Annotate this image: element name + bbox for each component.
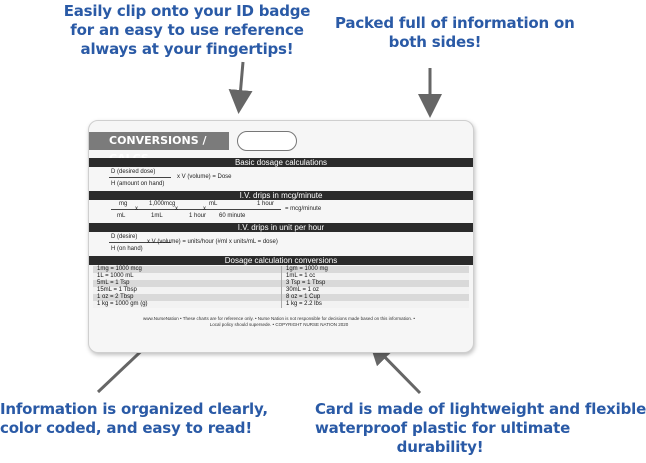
conversion-right: 3 Tsp = 1 Tbsp [281, 280, 469, 287]
callout-line: waterproof plastic for ultimate [315, 419, 571, 437]
iv-mcg-bottom-4: 60 minute [219, 213, 246, 219]
section-basic-title: Basic dosage calculations [89, 158, 473, 167]
callout-line: Card is made of lightweight and flexible [315, 400, 646, 418]
conversion-right: 30mL = 1 oz [281, 287, 469, 294]
conversion-left: 1mg = 1000 mcg [97, 266, 142, 272]
conversion-right: 1gm = 1000 mg [281, 266, 469, 273]
iv-mcg-top-4: 1 hour [257, 201, 275, 207]
iv-mcg-bottom-3: 1 hour [189, 213, 207, 219]
section-conversions-title: Dosage calculation conversions [89, 256, 473, 265]
callout-organized [0, 400, 268, 438]
section-iv-mcg-title: I.V. drips in mcg/minute [89, 191, 473, 200]
iv-mcg-top-3: mL [209, 201, 218, 207]
basic-denominator: H (amount on hand) [111, 181, 165, 187]
iv-mcg-x-3: x [203, 206, 206, 212]
conversion-left: 5mL = 1 Tsp [97, 280, 130, 286]
conversion-table [93, 266, 469, 308]
basic-formula: x V (volume) = Dose [177, 174, 232, 180]
iv-mcg-result: = mcg/minute [285, 206, 322, 212]
conversion-right: 8 oz = 1 Cup [281, 294, 469, 301]
callout-line: color coded, and easy to read! [0, 419, 252, 437]
badge-slot [237, 131, 297, 151]
conversion-left: 1 oz = 2 Tbsp [97, 294, 134, 300]
conversion-row [93, 294, 469, 301]
callout-line: Packed full of information on [335, 14, 575, 32]
conversion-right: 1 kg = 2.2 lbs [281, 301, 469, 308]
conversion-row [93, 266, 469, 273]
conversion-row [93, 301, 469, 308]
callout-line: Easily clip onto your ID badge [63, 2, 311, 20]
arrow-badge-clip [239, 62, 243, 108]
conversion-left: 1L = 1000 mL [97, 273, 134, 279]
conversion-right: 1mL = 1 cc [281, 273, 469, 280]
conversion-row [93, 280, 469, 287]
callout-badge-clip [62, 2, 312, 59]
reference-card [88, 120, 474, 353]
iv-mcg-top-1: mg [119, 201, 128, 207]
conversion-row [93, 287, 469, 294]
card-tab-title: CONVERSIONS / [89, 132, 229, 150]
callout-line: always at your fingertips! [80, 40, 294, 58]
iv-mcg-bottom-2: 1mL [151, 213, 163, 219]
footer-line: www.NurseNation • These charts are for reference only. • Nurse Nation is not responsible for decisions made based on this information. • [143, 316, 415, 321]
conversion-left: 1 kg = 1000 gm (g) [97, 301, 148, 307]
callout-line: for an easy to use reference [70, 21, 304, 39]
callout-line: Information is organized clearly, [0, 400, 268, 418]
fraction-line [109, 177, 171, 178]
callout-line: both sides! [388, 33, 482, 51]
callout-both-sides [335, 14, 575, 52]
footer-line: Local policy should supersede. • COPYRIGHT NURSE NATION 2020 [209, 322, 349, 327]
iv-unit-numerator: D (desire) [111, 234, 138, 240]
iv-mcg-top-2: 1,000mcg [149, 201, 176, 207]
conversion-row [93, 273, 469, 280]
iv-mcg-x-2: x [175, 206, 178, 212]
basic-numerator: D (desired dose) [111, 169, 156, 175]
iv-unit-denominator: H (on hand) [111, 246, 143, 252]
callout-line: durability! [396, 438, 484, 456]
iv-mcg-x-1: x [135, 206, 138, 212]
callout-durability [315, 400, 646, 457]
conversion-left: 15mL = 1 Tbsp [97, 287, 137, 293]
card-footer [129, 316, 429, 328]
section-iv-unit-title: I.V. drips in unit per hour [89, 223, 473, 232]
iv-mcg-bottom-1: mL [117, 213, 126, 219]
iv-unit-formula: x V (volume) = units/hour (#ml x units/mL = dose) [147, 239, 278, 245]
